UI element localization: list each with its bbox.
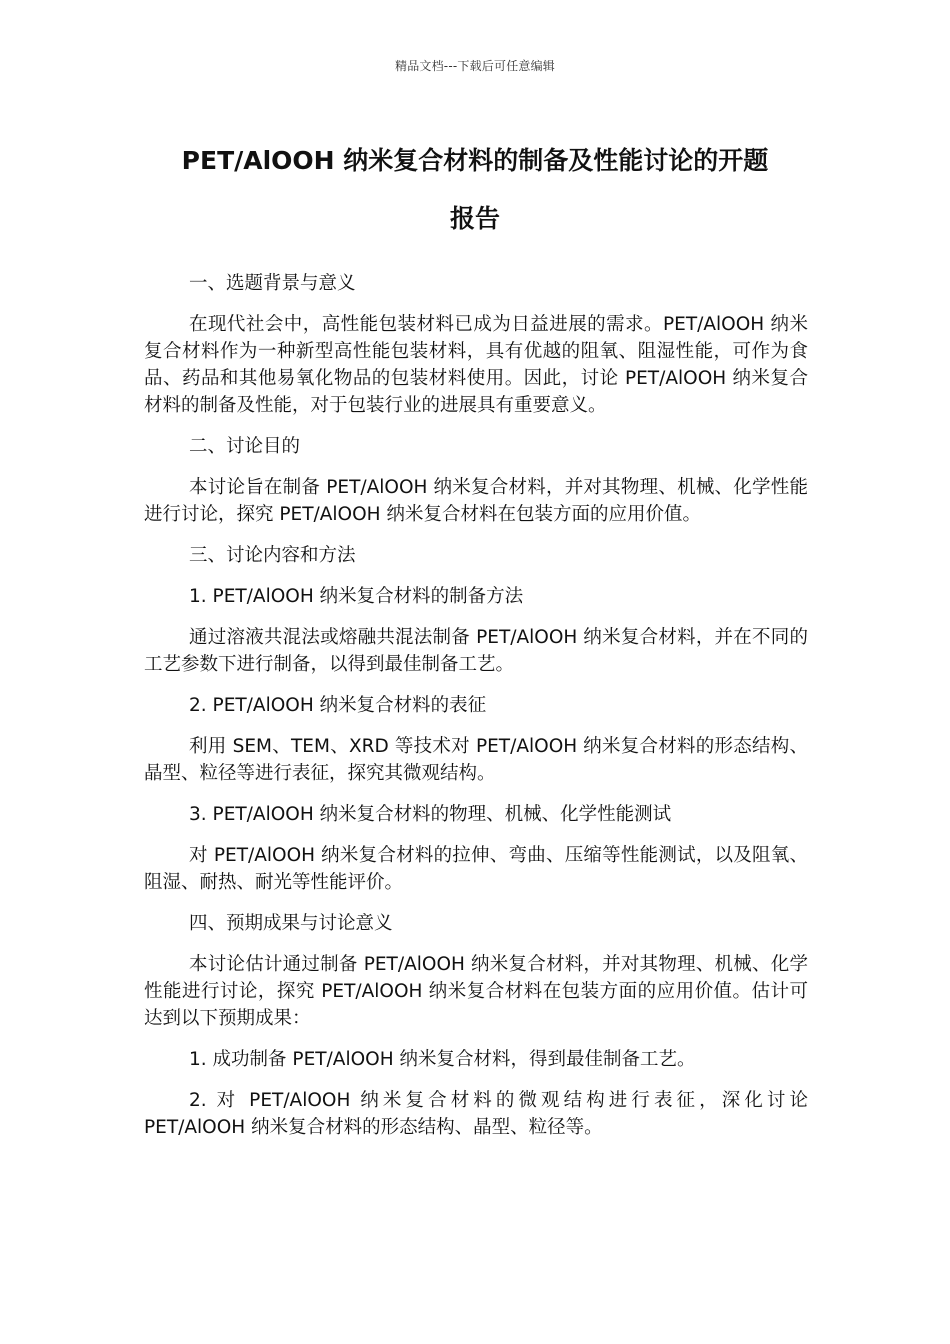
document-title (140, 132, 810, 248)
paragraph-purpose: 本讨论旨在制备 PET/AlOOH 纳米复合材料，并对其物理、机械、化学性能进行讨论，探究 PET/AlOOH 纳米复合材料在包装方面的应用价值。 (144, 477, 808, 525)
outcome-item-2: 2. 对 PET/AlOOH 纳米复合材料的微观结构进行表征，深化讨论 PET/AlOOH 纳米复合材料的形态结构、晶型、粒径等。 (144, 1090, 808, 1138)
section-heading-methods: 三、讨论内容和方法 (189, 545, 356, 566)
section-heading-background: 一、选题背景与意义 (189, 273, 356, 294)
subheading-testing: 3. PET/AlOOH 纳米复合材料的物理、机械、化学性能测试 (189, 804, 672, 825)
subheading-preparation: 1. PET/AlOOH 纳米复合材料的制备方法 (189, 586, 524, 607)
document-body (144, 270, 808, 1155)
paragraph-testing: 对 PET/AlOOH 纳米复合材料的拉伸、弯曲、压缩等性能测试，以及阻氧、阻湿、耐热、耐光等性能评价。 (144, 845, 808, 893)
title-line-2: 报告 (449, 204, 500, 233)
paragraph-background: 在现代社会中，高性能包装材料已成为日益进展的需求。PET/AlOOH 纳米复合材料作为一种新型高性能包装材料，具有优越的阻氧、阻湿性能，可作为食品、药品和其他易氧化物品的包装材料使用。因此，讨论 PET/AlOOH 纳米复合材料的制备及性能，对于包装行业的进展具有重要意义。 (144, 314, 808, 416)
subheading-characterization: 2. PET/AlOOH 纳米复合材料的表征 (189, 695, 487, 716)
header-note: 精品文档---下载后可任意编辑 (395, 59, 555, 73)
section-heading-purpose: 二、讨论目的 (189, 436, 301, 457)
paragraph-preparation: 通过溶液共混法或熔融共混法制备 PET/AlOOH 纳米复合材料，并在不同的工艺参数下进行制备，以得到最佳制备工艺。 (144, 627, 808, 675)
paragraph-characterization: 利用 SEM、TEM、XRD 等技术对 PET/AlOOH 纳米复合材料的形态结构、晶型、粒径等进行表征，探究其微观结构。 (144, 736, 808, 784)
paragraph-outcomes: 本讨论估计通过制备 PET/AlOOH 纳米复合材料，并对其物理、机械、化学性能进行讨论，探究 PET/AlOOH 纳米复合材料在包装方面的应用价值。估计可达到以下预期成果： (144, 954, 808, 1029)
title-line-1: PET/AlOOH 纳米复合材料的制备及性能讨论的开题 (181, 146, 769, 175)
outcome-item-1: 1. 成功制备 PET/AlOOH 纳米复合材料，得到最佳制备工艺。 (189, 1049, 696, 1070)
section-heading-outcomes: 四、预期成果与讨论意义 (189, 913, 393, 934)
